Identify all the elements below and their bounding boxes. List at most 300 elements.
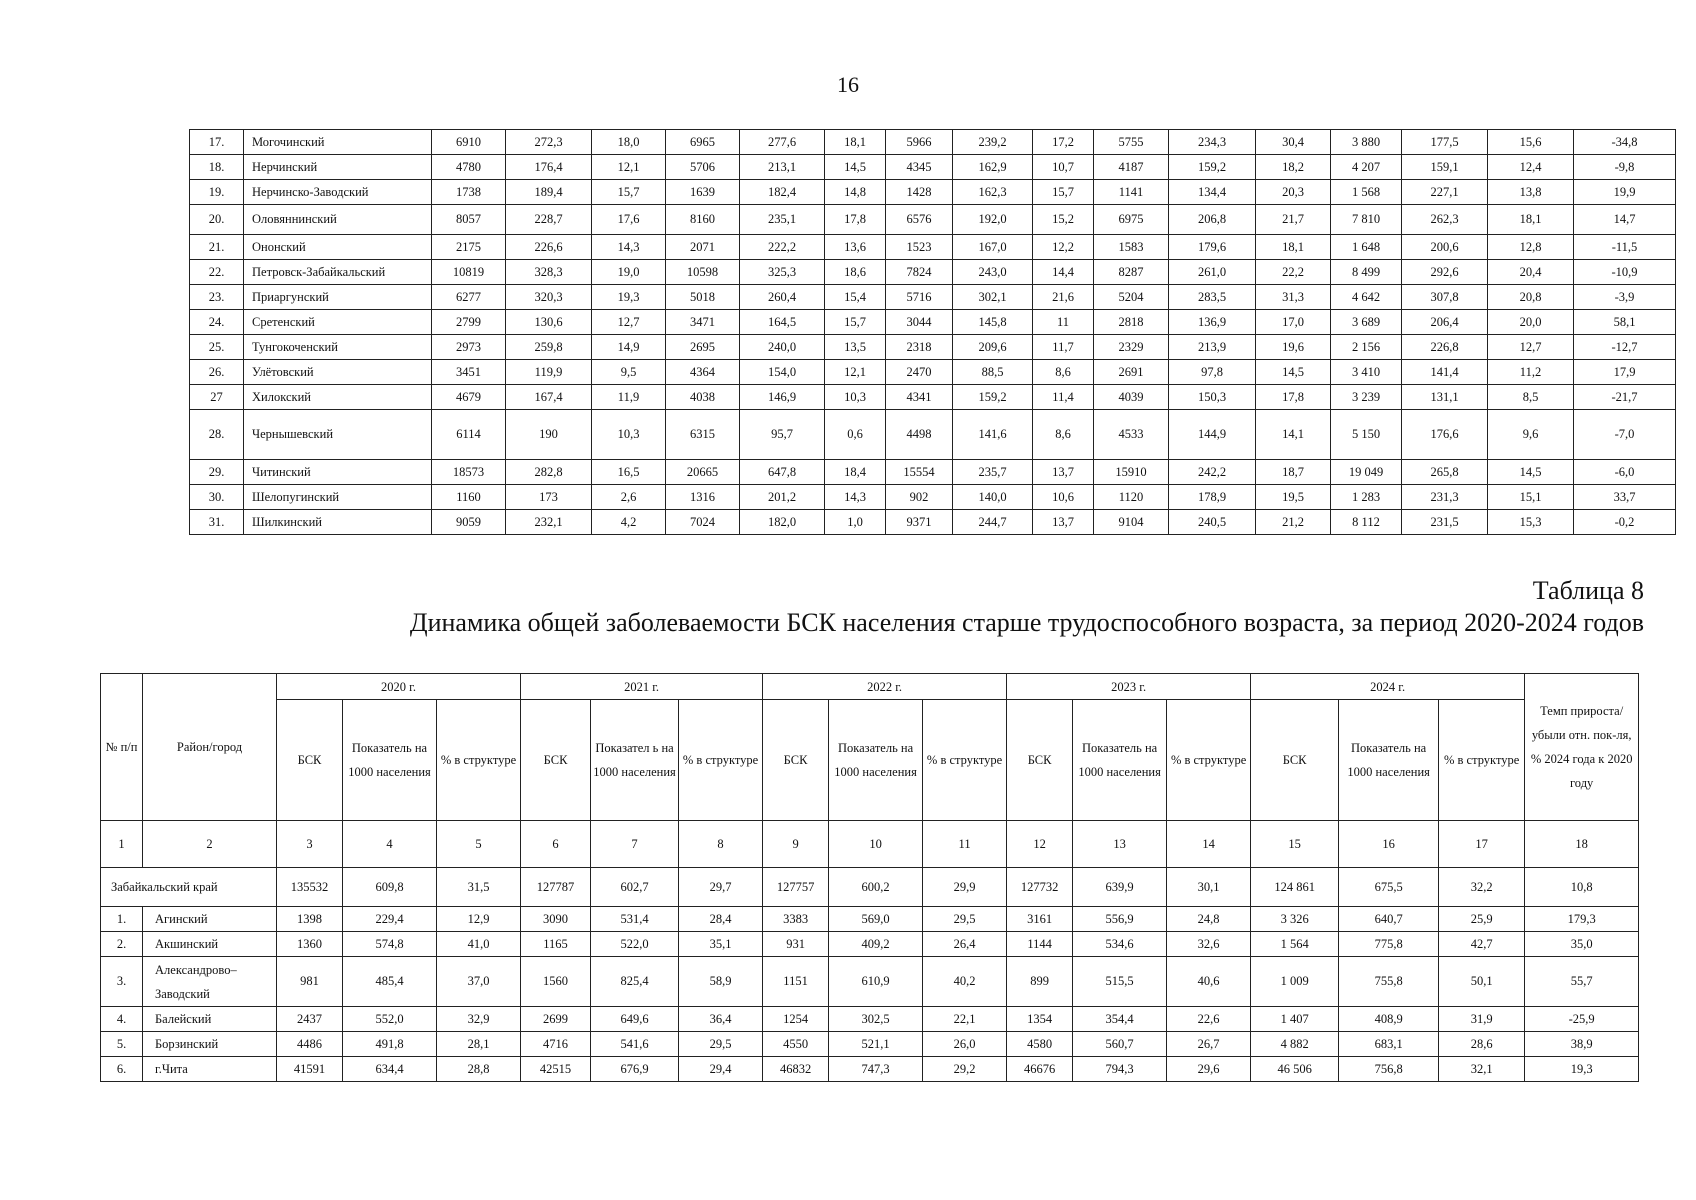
- table-caption: Таблица 8: [1532, 576, 1644, 605]
- value-cell: 201,2: [740, 485, 825, 510]
- value-cell: 30,1: [1167, 868, 1251, 907]
- district-name-cell: Могочинский: [244, 130, 432, 155]
- header-rate: Показатель на 1000 населения: [829, 700, 923, 821]
- table-row: [190, 360, 1676, 385]
- value-cell: 19,3: [1525, 1057, 1639, 1082]
- value-cell: 10,8: [1525, 868, 1639, 907]
- value-cell: 9371: [886, 510, 953, 535]
- value-cell: 25,9: [1439, 907, 1525, 932]
- value-cell: 15910: [1094, 460, 1169, 485]
- value-cell: 29,5: [923, 907, 1007, 932]
- value-cell: 234,3: [1169, 130, 1256, 155]
- value-cell: 7024: [666, 510, 740, 535]
- value-cell: 775,8: [1339, 932, 1439, 957]
- column-number-cell: 17: [1439, 821, 1525, 868]
- value-cell: 178,9: [1169, 485, 1256, 510]
- value-cell: 11,9: [592, 385, 666, 410]
- value-cell: 15,3: [1488, 510, 1574, 535]
- value-cell: 1 407: [1251, 1007, 1339, 1032]
- district-name-cell: Улётовский: [244, 360, 432, 385]
- value-cell: 11,2: [1488, 360, 1574, 385]
- value-cell: 20,3: [1256, 180, 1331, 205]
- value-cell: 755,8: [1339, 957, 1439, 1007]
- value-cell: 12,1: [825, 360, 886, 385]
- district-name-cell: Тунгокоченский: [244, 335, 432, 360]
- row-number-cell: 26.: [190, 360, 244, 385]
- value-cell: 177,5: [1402, 130, 1488, 155]
- value-cell: 36,4: [679, 1007, 763, 1032]
- value-cell: -7,0: [1574, 410, 1676, 460]
- header-year: 2020 г.: [277, 674, 521, 700]
- table-row: [190, 485, 1676, 510]
- value-cell: 634,4: [343, 1057, 437, 1082]
- table-row: [190, 385, 1676, 410]
- value-cell: 4679: [432, 385, 506, 410]
- value-cell: 647,8: [740, 460, 825, 485]
- value-cell: 18,4: [825, 460, 886, 485]
- row-number-cell: 31.: [190, 510, 244, 535]
- value-cell: 931: [763, 932, 829, 957]
- value-cell: 17,2: [1033, 130, 1094, 155]
- value-cell: 5204: [1094, 285, 1169, 310]
- header-bsk: БСК: [1007, 700, 1073, 821]
- value-cell: 40,2: [923, 957, 1007, 1007]
- value-cell: 24,8: [1167, 907, 1251, 932]
- value-cell: 179,3: [1525, 907, 1639, 932]
- table-row: [190, 235, 1676, 260]
- value-cell: 4498: [886, 410, 953, 460]
- value-cell: 13,5: [825, 335, 886, 360]
- value-cell: 190: [506, 410, 592, 460]
- value-cell: 97,8: [1169, 360, 1256, 385]
- value-cell: 8,5: [1488, 385, 1574, 410]
- column-number-cell: 15: [1251, 821, 1339, 868]
- value-cell: 14,3: [592, 235, 666, 260]
- value-cell: 4550: [763, 1032, 829, 1057]
- value-cell: 265,8: [1402, 460, 1488, 485]
- row-number-cell: 4.: [101, 1007, 143, 1032]
- value-cell: 35,0: [1525, 932, 1639, 957]
- value-cell: 282,8: [506, 460, 592, 485]
- value-cell: 8 112: [1331, 510, 1402, 535]
- value-cell: 15,4: [825, 285, 886, 310]
- value-cell: 58,9: [679, 957, 763, 1007]
- value-cell: 11,4: [1033, 385, 1094, 410]
- value-cell: 6576: [886, 205, 953, 235]
- value-cell: 20,4: [1488, 260, 1574, 285]
- value-cell: 14,5: [825, 155, 886, 180]
- value-cell: 1160: [432, 485, 506, 510]
- value-cell: 14,4: [1033, 260, 1094, 285]
- value-cell: 3044: [886, 310, 953, 335]
- value-cell: 6277: [432, 285, 506, 310]
- value-cell: 556,9: [1073, 907, 1167, 932]
- value-cell: 569,0: [829, 907, 923, 932]
- value-cell: 5018: [666, 285, 740, 310]
- value-cell: 1316: [666, 485, 740, 510]
- value-cell: 683,1: [1339, 1032, 1439, 1057]
- row-number-cell: 3.: [101, 957, 143, 1007]
- row-number-cell: 18.: [190, 155, 244, 180]
- value-cell: 2318: [886, 335, 953, 360]
- header-district: Район/город: [143, 674, 277, 821]
- value-cell: 1 648: [1331, 235, 1402, 260]
- value-cell: 32,1: [1439, 1057, 1525, 1082]
- value-cell: 4780: [432, 155, 506, 180]
- value-cell: 22,2: [1256, 260, 1331, 285]
- value-cell: 226,6: [506, 235, 592, 260]
- value-cell: 4038: [666, 385, 740, 410]
- value-cell: 12,4: [1488, 155, 1574, 180]
- value-cell: 9059: [432, 510, 506, 535]
- table-row: [190, 260, 1676, 285]
- value-cell: 522,0: [591, 932, 679, 957]
- value-cell: 26,4: [923, 932, 1007, 957]
- value-cell: 231,3: [1402, 485, 1488, 510]
- value-cell: 46676: [1007, 1057, 1073, 1082]
- value-cell: 1639: [666, 180, 740, 205]
- value-cell: 1254: [763, 1007, 829, 1032]
- value-cell: 639,9: [1073, 868, 1167, 907]
- value-cell: 3090: [521, 907, 591, 932]
- value-cell: 18,0: [592, 130, 666, 155]
- value-cell: 176,4: [506, 155, 592, 180]
- value-cell: 15,7: [825, 310, 886, 335]
- column-number-cell: 8: [679, 821, 763, 868]
- value-cell: 10819: [432, 260, 506, 285]
- value-cell: 1 283: [1331, 485, 1402, 510]
- row-number-cell: 23.: [190, 285, 244, 310]
- value-cell: 15,1: [1488, 485, 1574, 510]
- district-name-cell: Оловяннинский: [244, 205, 432, 235]
- row-number-cell: 21.: [190, 235, 244, 260]
- column-number-cell: 3: [277, 821, 343, 868]
- value-cell: 11: [1033, 310, 1094, 335]
- value-cell: 10,3: [825, 385, 886, 410]
- value-cell: 55,7: [1525, 957, 1639, 1007]
- header-share: % в структуре: [437, 700, 521, 821]
- value-cell: 16,5: [592, 460, 666, 485]
- value-cell: 14,9: [592, 335, 666, 360]
- row-number-cell: 30.: [190, 485, 244, 510]
- value-cell: 521,1: [829, 1032, 923, 1057]
- table-title: Динамика общей заболеваемости БСК населения старше трудоспособного возраста, за период 2020-2024 годов: [409, 608, 1644, 637]
- value-cell: 131,1: [1402, 385, 1488, 410]
- value-cell: -10,9: [1574, 260, 1676, 285]
- value-cell: 534,6: [1073, 932, 1167, 957]
- value-cell: 4364: [666, 360, 740, 385]
- value-cell: 243,0: [953, 260, 1033, 285]
- value-cell: 14,7: [1574, 205, 1676, 235]
- value-cell: 227,1: [1402, 180, 1488, 205]
- value-cell: 1141: [1094, 180, 1169, 205]
- value-cell: 31,3: [1256, 285, 1331, 310]
- table-row: [101, 1032, 1639, 1057]
- value-cell: 560,7: [1073, 1032, 1167, 1057]
- value-cell: 13,7: [1033, 460, 1094, 485]
- row-number-cell: 25.: [190, 335, 244, 360]
- value-cell: 15,7: [1033, 180, 1094, 205]
- column-number-cell: 6: [521, 821, 591, 868]
- column-number-cell: 16: [1339, 821, 1439, 868]
- value-cell: 485,4: [343, 957, 437, 1007]
- value-cell: 328,3: [506, 260, 592, 285]
- value-cell: 20665: [666, 460, 740, 485]
- value-cell: 127732: [1007, 868, 1073, 907]
- district-name-cell: Приаргунский: [244, 285, 432, 310]
- value-cell: 88,5: [953, 360, 1033, 385]
- region-total-row: [101, 868, 1639, 907]
- row-number-cell: 28.: [190, 410, 244, 460]
- value-cell: 235,7: [953, 460, 1033, 485]
- value-cell: 10,3: [592, 410, 666, 460]
- value-cell: 240,5: [1169, 510, 1256, 535]
- district-name-cell: Борзинский: [143, 1032, 277, 1057]
- value-cell: 5966: [886, 130, 953, 155]
- value-cell: 3 880: [1331, 130, 1402, 155]
- value-cell: 31,5: [437, 868, 521, 907]
- value-cell: 35,1: [679, 932, 763, 957]
- value-cell: 2175: [432, 235, 506, 260]
- table-row: [190, 130, 1676, 155]
- header-share: % в структуре: [923, 700, 1007, 821]
- value-cell: 182,0: [740, 510, 825, 535]
- column-number-cell: 5: [437, 821, 521, 868]
- value-cell: 2695: [666, 335, 740, 360]
- value-cell: 2470: [886, 360, 953, 385]
- value-cell: 649,6: [591, 1007, 679, 1032]
- value-cell: 167,0: [953, 235, 1033, 260]
- value-cell: 20,0: [1488, 310, 1574, 335]
- table-row: [190, 285, 1676, 310]
- value-cell: 602,7: [591, 868, 679, 907]
- value-cell: 4533: [1094, 410, 1169, 460]
- value-cell: -0,2: [1574, 510, 1676, 535]
- value-cell: 22,1: [923, 1007, 1007, 1032]
- value-cell: 13,8: [1488, 180, 1574, 205]
- header-share: % в структуре: [1167, 700, 1251, 821]
- value-cell: 206,8: [1169, 205, 1256, 235]
- value-cell: 825,4: [591, 957, 679, 1007]
- value-cell: 0,6: [825, 410, 886, 460]
- value-cell: 2691: [1094, 360, 1169, 385]
- value-cell: 46 506: [1251, 1057, 1339, 1082]
- value-cell: 29,7: [679, 868, 763, 907]
- district-name-cell: Читинский: [244, 460, 432, 485]
- value-cell: 6910: [432, 130, 506, 155]
- column-number-row: [101, 821, 1639, 868]
- value-cell: 28,1: [437, 1032, 521, 1057]
- value-cell: 292,6: [1402, 260, 1488, 285]
- value-cell: 8,6: [1033, 360, 1094, 385]
- value-cell: 325,3: [740, 260, 825, 285]
- value-cell: 141,4: [1402, 360, 1488, 385]
- value-cell: 756,8: [1339, 1057, 1439, 1082]
- district-name-cell: Акшинский: [143, 932, 277, 957]
- district-name-cell: Балейский: [143, 1007, 277, 1032]
- value-cell: 229,4: [343, 907, 437, 932]
- value-cell: 213,1: [740, 155, 825, 180]
- value-cell: 902: [886, 485, 953, 510]
- value-cell: 676,9: [591, 1057, 679, 1082]
- value-cell: 2818: [1094, 310, 1169, 335]
- value-cell: -34,8: [1574, 130, 1676, 155]
- value-cell: 50,1: [1439, 957, 1525, 1007]
- value-cell: 4,2: [592, 510, 666, 535]
- region-name-cell: Забайкальский край: [101, 868, 277, 907]
- value-cell: 1560: [521, 957, 591, 1007]
- header-year: 2023 г.: [1007, 674, 1251, 700]
- value-cell: 1354: [1007, 1007, 1073, 1032]
- value-cell: 15,2: [1033, 205, 1094, 235]
- value-cell: 4 882: [1251, 1032, 1339, 1057]
- row-number-cell: 24.: [190, 310, 244, 335]
- column-number-cell: 10: [829, 821, 923, 868]
- value-cell: 15,6: [1488, 130, 1574, 155]
- column-number-cell: 2: [143, 821, 277, 868]
- value-cell: 162,3: [953, 180, 1033, 205]
- value-cell: 19,3: [592, 285, 666, 310]
- value-cell: 176,6: [1402, 410, 1488, 460]
- value-cell: 95,7: [740, 410, 825, 460]
- header-bsk: БСК: [1251, 700, 1339, 821]
- value-cell: -3,9: [1574, 285, 1676, 310]
- column-number-cell: 13: [1073, 821, 1167, 868]
- value-cell: 2 156: [1331, 335, 1402, 360]
- value-cell: 4486: [277, 1032, 343, 1057]
- value-cell: 1144: [1007, 932, 1073, 957]
- value-cell: 162,9: [953, 155, 1033, 180]
- value-cell: 119,9: [506, 360, 592, 385]
- value-cell: 150,3: [1169, 385, 1256, 410]
- district-name-cell: г.Чита: [143, 1057, 277, 1082]
- value-cell: 262,3: [1402, 205, 1488, 235]
- row-number-cell: 19.: [190, 180, 244, 205]
- row-number-cell: 20.: [190, 205, 244, 235]
- value-cell: 12,8: [1488, 235, 1574, 260]
- value-cell: 192,0: [953, 205, 1033, 235]
- value-cell: 15554: [886, 460, 953, 485]
- column-number-cell: 9: [763, 821, 829, 868]
- value-cell: 541,6: [591, 1032, 679, 1057]
- value-cell: 1523: [886, 235, 953, 260]
- value-cell: 5755: [1094, 130, 1169, 155]
- value-cell: 574,8: [343, 932, 437, 957]
- value-cell: 3161: [1007, 907, 1073, 932]
- column-number-cell: 4: [343, 821, 437, 868]
- value-cell: 32,6: [1167, 932, 1251, 957]
- value-cell: 130,6: [506, 310, 592, 335]
- table-row: [101, 957, 1639, 1007]
- value-cell: 179,6: [1169, 235, 1256, 260]
- value-cell: 164,5: [740, 310, 825, 335]
- value-cell: 10,7: [1033, 155, 1094, 180]
- value-cell: 42,7: [1439, 932, 1525, 957]
- value-cell: 213,9: [1169, 335, 1256, 360]
- value-cell: 29,5: [679, 1032, 763, 1057]
- main-data-table: [100, 673, 1639, 1082]
- value-cell: 26,0: [923, 1032, 1007, 1057]
- value-cell: 18,1: [1488, 205, 1574, 235]
- value-cell: 41591: [277, 1057, 343, 1082]
- row-number-cell: 1.: [101, 907, 143, 932]
- header-year: 2024 г.: [1251, 674, 1525, 700]
- header-rate: Показатель на 1000 населения: [343, 700, 437, 821]
- value-cell: 18,2: [1256, 155, 1331, 180]
- value-cell: 14,1: [1256, 410, 1331, 460]
- value-cell: 320,3: [506, 285, 592, 310]
- value-cell: 28,6: [1439, 1032, 1525, 1057]
- value-cell: 173: [506, 485, 592, 510]
- value-cell: 13,7: [1033, 510, 1094, 535]
- value-cell: 531,4: [591, 907, 679, 932]
- value-cell: 2799: [432, 310, 506, 335]
- value-cell: 5706: [666, 155, 740, 180]
- value-cell: 12,7: [592, 310, 666, 335]
- value-cell: 10,6: [1033, 485, 1094, 510]
- value-cell: 17,8: [1256, 385, 1331, 410]
- value-cell: 14,5: [1256, 360, 1331, 385]
- value-cell: 302,1: [953, 285, 1033, 310]
- value-cell: 154,0: [740, 360, 825, 385]
- row-number-cell: 27: [190, 385, 244, 410]
- row-number-cell: 2.: [101, 932, 143, 957]
- value-cell: -11,5: [1574, 235, 1676, 260]
- value-cell: 6965: [666, 130, 740, 155]
- value-cell: 242,2: [1169, 460, 1256, 485]
- value-cell: 58,1: [1574, 310, 1676, 335]
- row-number-cell: 17.: [190, 130, 244, 155]
- value-cell: 2437: [277, 1007, 343, 1032]
- value-cell: 981: [277, 957, 343, 1007]
- value-cell: 134,4: [1169, 180, 1256, 205]
- value-cell: 5716: [886, 285, 953, 310]
- column-number-cell: 14: [1167, 821, 1251, 868]
- value-cell: 33,7: [1574, 485, 1676, 510]
- value-cell: 12,1: [592, 155, 666, 180]
- value-cell: 41,0: [437, 932, 521, 957]
- value-cell: 141,6: [953, 410, 1033, 460]
- value-cell: 14,3: [825, 485, 886, 510]
- value-cell: 10598: [666, 260, 740, 285]
- value-cell: 794,3: [1073, 1057, 1167, 1082]
- table-row: [190, 155, 1676, 180]
- value-cell: 40,6: [1167, 957, 1251, 1007]
- value-cell: 15,7: [592, 180, 666, 205]
- table-row: [101, 907, 1639, 932]
- value-cell: 29,4: [679, 1057, 763, 1082]
- value-cell: 1165: [521, 932, 591, 957]
- header-bsk: БСК: [763, 700, 829, 821]
- value-cell: 1 568: [1331, 180, 1402, 205]
- value-cell: 140,0: [953, 485, 1033, 510]
- value-cell: 283,5: [1169, 285, 1256, 310]
- value-cell: 28,4: [679, 907, 763, 932]
- table-row: [190, 410, 1676, 460]
- value-cell: 239,2: [953, 130, 1033, 155]
- header-year: 2021 г.: [521, 674, 763, 700]
- header-rate: Показатель на 1000 населения: [1339, 700, 1439, 821]
- value-cell: 206,4: [1402, 310, 1488, 335]
- value-cell: 7 810: [1331, 205, 1402, 235]
- value-cell: 182,4: [740, 180, 825, 205]
- value-cell: 240,0: [740, 335, 825, 360]
- value-cell: 4716: [521, 1032, 591, 1057]
- value-cell: 640,7: [1339, 907, 1439, 932]
- value-cell: 8 499: [1331, 260, 1402, 285]
- value-cell: 189,4: [506, 180, 592, 205]
- table-row: [190, 510, 1676, 535]
